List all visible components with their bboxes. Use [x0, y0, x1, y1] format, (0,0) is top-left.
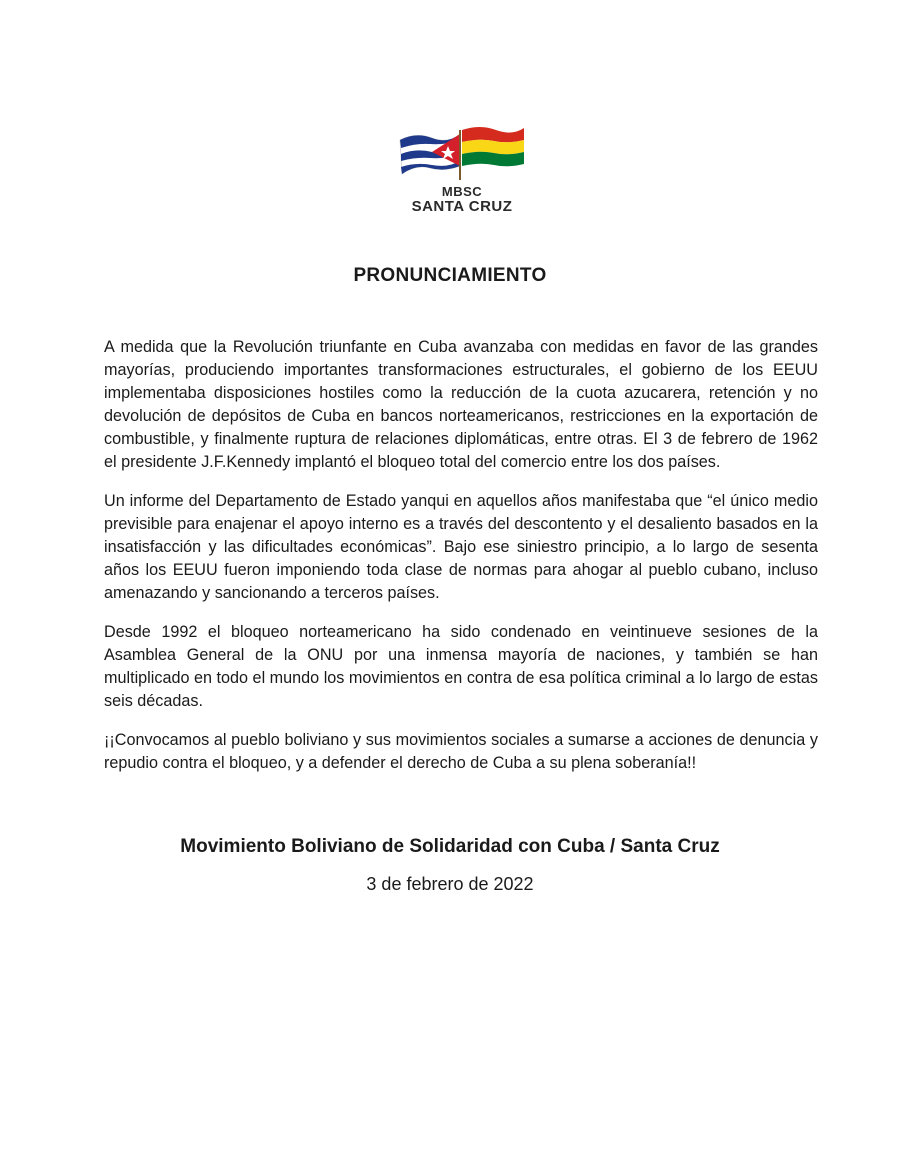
cuba-flag-icon [400, 134, 460, 174]
signature: Movimiento Boliviano de Solidaridad con Cuba / Santa Cruz [180, 836, 720, 857]
paragraph-3: Desde 1992 el bloqueo norteamericano ha sido condenado en veintinueve sesiones de la Asamblea General de la ONU por una inmensa mayoría de naciones, y también se han multiplicado en todo el mundo los movimientos en contra de esa política criminal a lo largo de estas seis décadas. [104, 623, 818, 710]
bolivia-flag-icon [462, 127, 524, 166]
logo-line2: SANTA CRUZ [411, 198, 513, 215]
logo-line1: MBSC [441, 184, 483, 199]
document-title: PRONUNCIAMIENTO [353, 265, 547, 286]
paragraph-1: A medida que la Revolución triunfante en Cuba avanzaba con medidas en favor de las grandes mayorías, produciendo importantes transformaciones estructurales, el gobierno de los EEUU implementaba disposiciones hostiles como la reducción de la cuota azucarera, retención y no devolución de depósitos de Cuba en bancos norteamericanos, restricciones en la exportación de combustible, y finalmente ruptura de relaciones diplomáticas, entre otras. El 3 de febrero de 1962 el presidente J.F.Kennedy implantó el bloqueo total del comercio entre los dos países. [104, 338, 818, 471]
paragraph-4: ¡¡Convocamos al pueblo boliviano y sus movimientos sociales a sumarse a acciones de denuncia y repudio contra el bloqueo, y a defender el derecho de Cuba a su plena soberanía!! [104, 731, 818, 772]
crossed-flags-icon [396, 118, 528, 184]
document-date: 3 de febrero de 2022 [366, 874, 534, 894]
mbsc-logo [396, 118, 528, 218]
document-body [104, 336, 818, 791]
paragraph-2: Un informe del Departamento de Estado yanqui en aquellos años manifestaba que “el único medio previsible para enajenar el apoyo interno es a través del descontento y el desaliento basados en la insatisfacción y las dificultades económicas”. Bajo ese siniestro principio, a lo largo de sesenta años los EEUU fueron imponiendo toda clase de normas para ahogar al pueblo cubano, incluso amenazando y sancionando a terceros países. [104, 492, 818, 602]
